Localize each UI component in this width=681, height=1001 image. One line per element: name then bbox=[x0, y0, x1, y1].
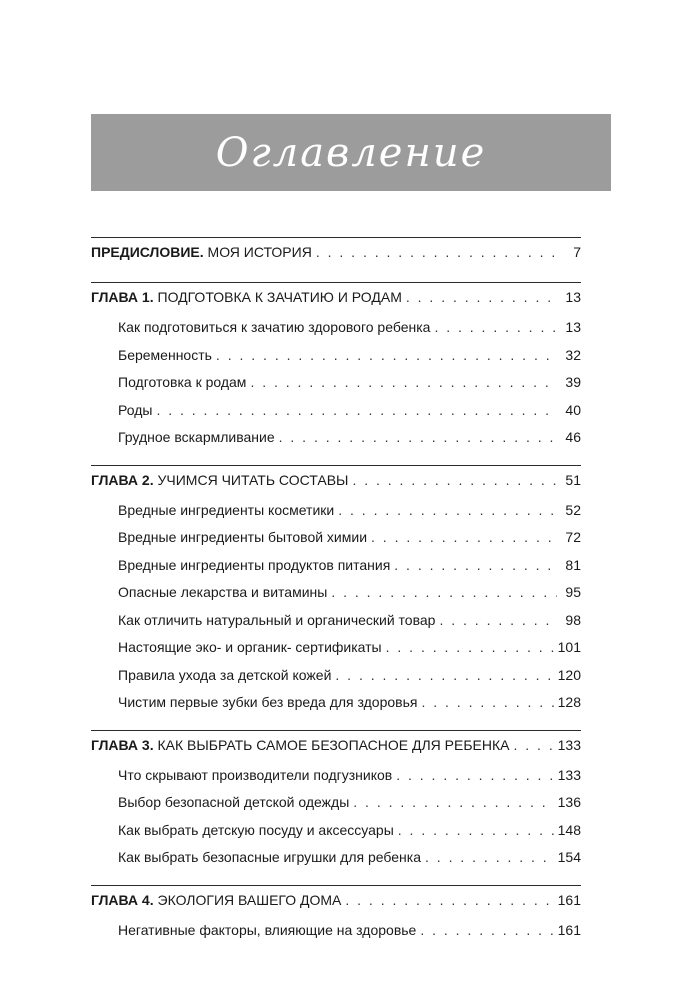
toc-title-banner bbox=[91, 114, 611, 191]
dot-leader bbox=[156, 402, 557, 418]
dot-leader bbox=[386, 639, 554, 655]
dot-leader bbox=[439, 612, 557, 628]
dot-leader bbox=[331, 584, 557, 600]
page-number: 98 bbox=[565, 611, 581, 628]
subsection-title: Вредные ингредиенты бытовой химии bbox=[118, 529, 368, 545]
chapter-prefix: ГЛАВА 3. bbox=[91, 736, 154, 753]
dot-leader bbox=[396, 767, 553, 783]
subsection-title: Негативные факторы, влияющие на здоровье bbox=[118, 921, 417, 938]
page-number: 101 bbox=[557, 639, 581, 655]
page-number: 32 bbox=[565, 346, 581, 363]
subsection-entry[interactable] bbox=[91, 612, 581, 640]
page-number: 13 bbox=[565, 289, 581, 305]
toc-section bbox=[91, 886, 581, 958]
chapter-title: УЧИМСЯ ЧИТАТЬ СОСТАВЫ bbox=[157, 471, 349, 488]
chapter-prefix: ГЛАВА 2. bbox=[91, 471, 154, 488]
dot-leader bbox=[434, 319, 557, 335]
subsection-title: Правила ухода за детской кожей bbox=[118, 666, 332, 683]
subsection-title: Грудное вскармливание bbox=[118, 429, 275, 445]
subsection-title: Что скрывают производители подгузников bbox=[118, 766, 393, 783]
subsection-entry[interactable] bbox=[91, 429, 581, 457]
chapter-title: КАК ВЫБРАТЬ САМОЕ БЕЗОПАСНОЕ ДЛЯ РЕБЕНКА bbox=[157, 736, 510, 753]
subsection-entry[interactable] bbox=[91, 529, 581, 557]
page-number: 13 bbox=[565, 319, 581, 335]
dot-leader bbox=[216, 347, 557, 363]
page-number: 136 bbox=[557, 794, 581, 810]
chapter-prefix: ГЛАВА 1. bbox=[91, 289, 154, 305]
dot-leader bbox=[406, 289, 557, 305]
subsection-entry[interactable] bbox=[91, 502, 581, 530]
subsection-entry[interactable] bbox=[91, 639, 581, 667]
dot-leader bbox=[345, 892, 553, 908]
chapter-prefix: ГЛАВА 4. bbox=[91, 891, 154, 908]
page-number: 154 bbox=[557, 849, 581, 865]
dot-leader bbox=[279, 429, 557, 445]
chapter-entry[interactable] bbox=[91, 244, 581, 274]
page-number: 40 bbox=[565, 401, 581, 418]
page-number: 120 bbox=[557, 666, 581, 683]
dot-leader bbox=[513, 737, 553, 753]
subsection-title: Настоящие эко- и органик- сертификаты bbox=[118, 639, 382, 655]
subsection-title: Как отличить натуральный и органический товар bbox=[118, 611, 436, 628]
chapter-title: ЭКОЛОГИЯ ВАШЕГО ДОМА bbox=[157, 891, 342, 908]
page-number: 133 bbox=[557, 766, 581, 783]
chapter-title: МОЯ ИСТОРИЯ bbox=[207, 244, 312, 260]
page-number: 133 bbox=[557, 736, 581, 753]
subsection-entry[interactable] bbox=[91, 402, 581, 430]
dot-leader bbox=[420, 922, 553, 938]
subsection-title: Как выбрать безопасные игрушки для ребенка bbox=[118, 849, 422, 865]
subsection-entry[interactable] bbox=[91, 319, 581, 347]
toc-section bbox=[91, 466, 581, 730]
subsection-title: Выбор безопасной детской одежды bbox=[118, 794, 350, 810]
chapter-entry[interactable] bbox=[91, 472, 581, 502]
page-number: 72 bbox=[565, 529, 581, 545]
dot-leader bbox=[425, 849, 554, 865]
dot-leader bbox=[394, 557, 557, 573]
chapter-prefix: ПРЕДИСЛОВИЕ. bbox=[91, 244, 204, 260]
page-number: 161 bbox=[557, 921, 581, 938]
toc-title: Оглавление bbox=[215, 129, 487, 176]
subsection-entry[interactable] bbox=[91, 584, 581, 612]
chapter-label bbox=[91, 892, 341, 908]
toc-section bbox=[91, 283, 581, 465]
page-number: 46 bbox=[565, 429, 581, 445]
subsection-title: Чистим первые зубки без вреда для здоровья bbox=[118, 694, 418, 710]
page-number: 81 bbox=[565, 556, 581, 573]
chapter-entry[interactable] bbox=[91, 737, 581, 767]
page-number: 51 bbox=[565, 471, 581, 488]
toc-section bbox=[91, 238, 581, 282]
dot-leader bbox=[316, 244, 557, 260]
chapter-title: ПОДГОТОВКА К ЗАЧАТИЮ И РОДАМ bbox=[157, 289, 402, 305]
dot-leader bbox=[338, 502, 557, 518]
subsection-entry[interactable] bbox=[91, 794, 581, 822]
subsection-title: Опасные лекарства и витамины bbox=[118, 584, 328, 600]
subsection-entry[interactable] bbox=[91, 694, 581, 722]
table-of-contents bbox=[91, 237, 581, 957]
page-number: 7 bbox=[573, 244, 581, 260]
subsection-title: Как выбрать детскую посуду и аксессуары bbox=[118, 821, 394, 838]
chapter-entry[interactable] bbox=[91, 892, 581, 922]
chapter-label bbox=[91, 737, 509, 753]
subsection-title: Роды bbox=[118, 401, 153, 418]
subsection-entry[interactable] bbox=[91, 922, 581, 950]
dot-leader bbox=[335, 667, 553, 683]
page-number: 39 bbox=[565, 374, 581, 390]
subsection-entry[interactable] bbox=[91, 557, 581, 585]
subsection-entry[interactable] bbox=[91, 822, 581, 850]
subsection-title: Вредные ингредиенты продуктов питания bbox=[118, 556, 391, 573]
subsection-entry[interactable] bbox=[91, 767, 581, 795]
page-number: 95 bbox=[565, 584, 581, 600]
toc-section bbox=[91, 731, 581, 885]
subsection-title: Беременность bbox=[118, 346, 212, 363]
chapter-label bbox=[91, 244, 312, 260]
subsection-entry[interactable] bbox=[91, 374, 581, 402]
chapter-label bbox=[91, 289, 402, 305]
subsection-title: Подготовка к родам bbox=[118, 374, 247, 390]
page-number: 148 bbox=[557, 821, 581, 838]
dot-leader bbox=[353, 794, 553, 810]
subsection-entry[interactable] bbox=[91, 849, 581, 877]
chapter-entry[interactable] bbox=[91, 289, 581, 319]
dot-leader bbox=[352, 472, 557, 488]
page-number: 128 bbox=[557, 694, 581, 710]
page-number: 161 bbox=[557, 891, 581, 908]
dot-leader bbox=[398, 822, 554, 838]
subsection-entry[interactable] bbox=[91, 347, 581, 375]
dot-leader bbox=[421, 694, 553, 710]
subsection-title: Как подготовиться к зачатию здорового ребенка bbox=[118, 319, 431, 335]
dot-leader bbox=[371, 529, 557, 545]
dot-leader bbox=[250, 374, 557, 390]
page-number: 52 bbox=[565, 501, 581, 518]
subsection-entry[interactable] bbox=[91, 667, 581, 695]
subsection-title: Вредные ингредиенты косметики bbox=[118, 501, 335, 518]
chapter-label bbox=[91, 472, 348, 488]
